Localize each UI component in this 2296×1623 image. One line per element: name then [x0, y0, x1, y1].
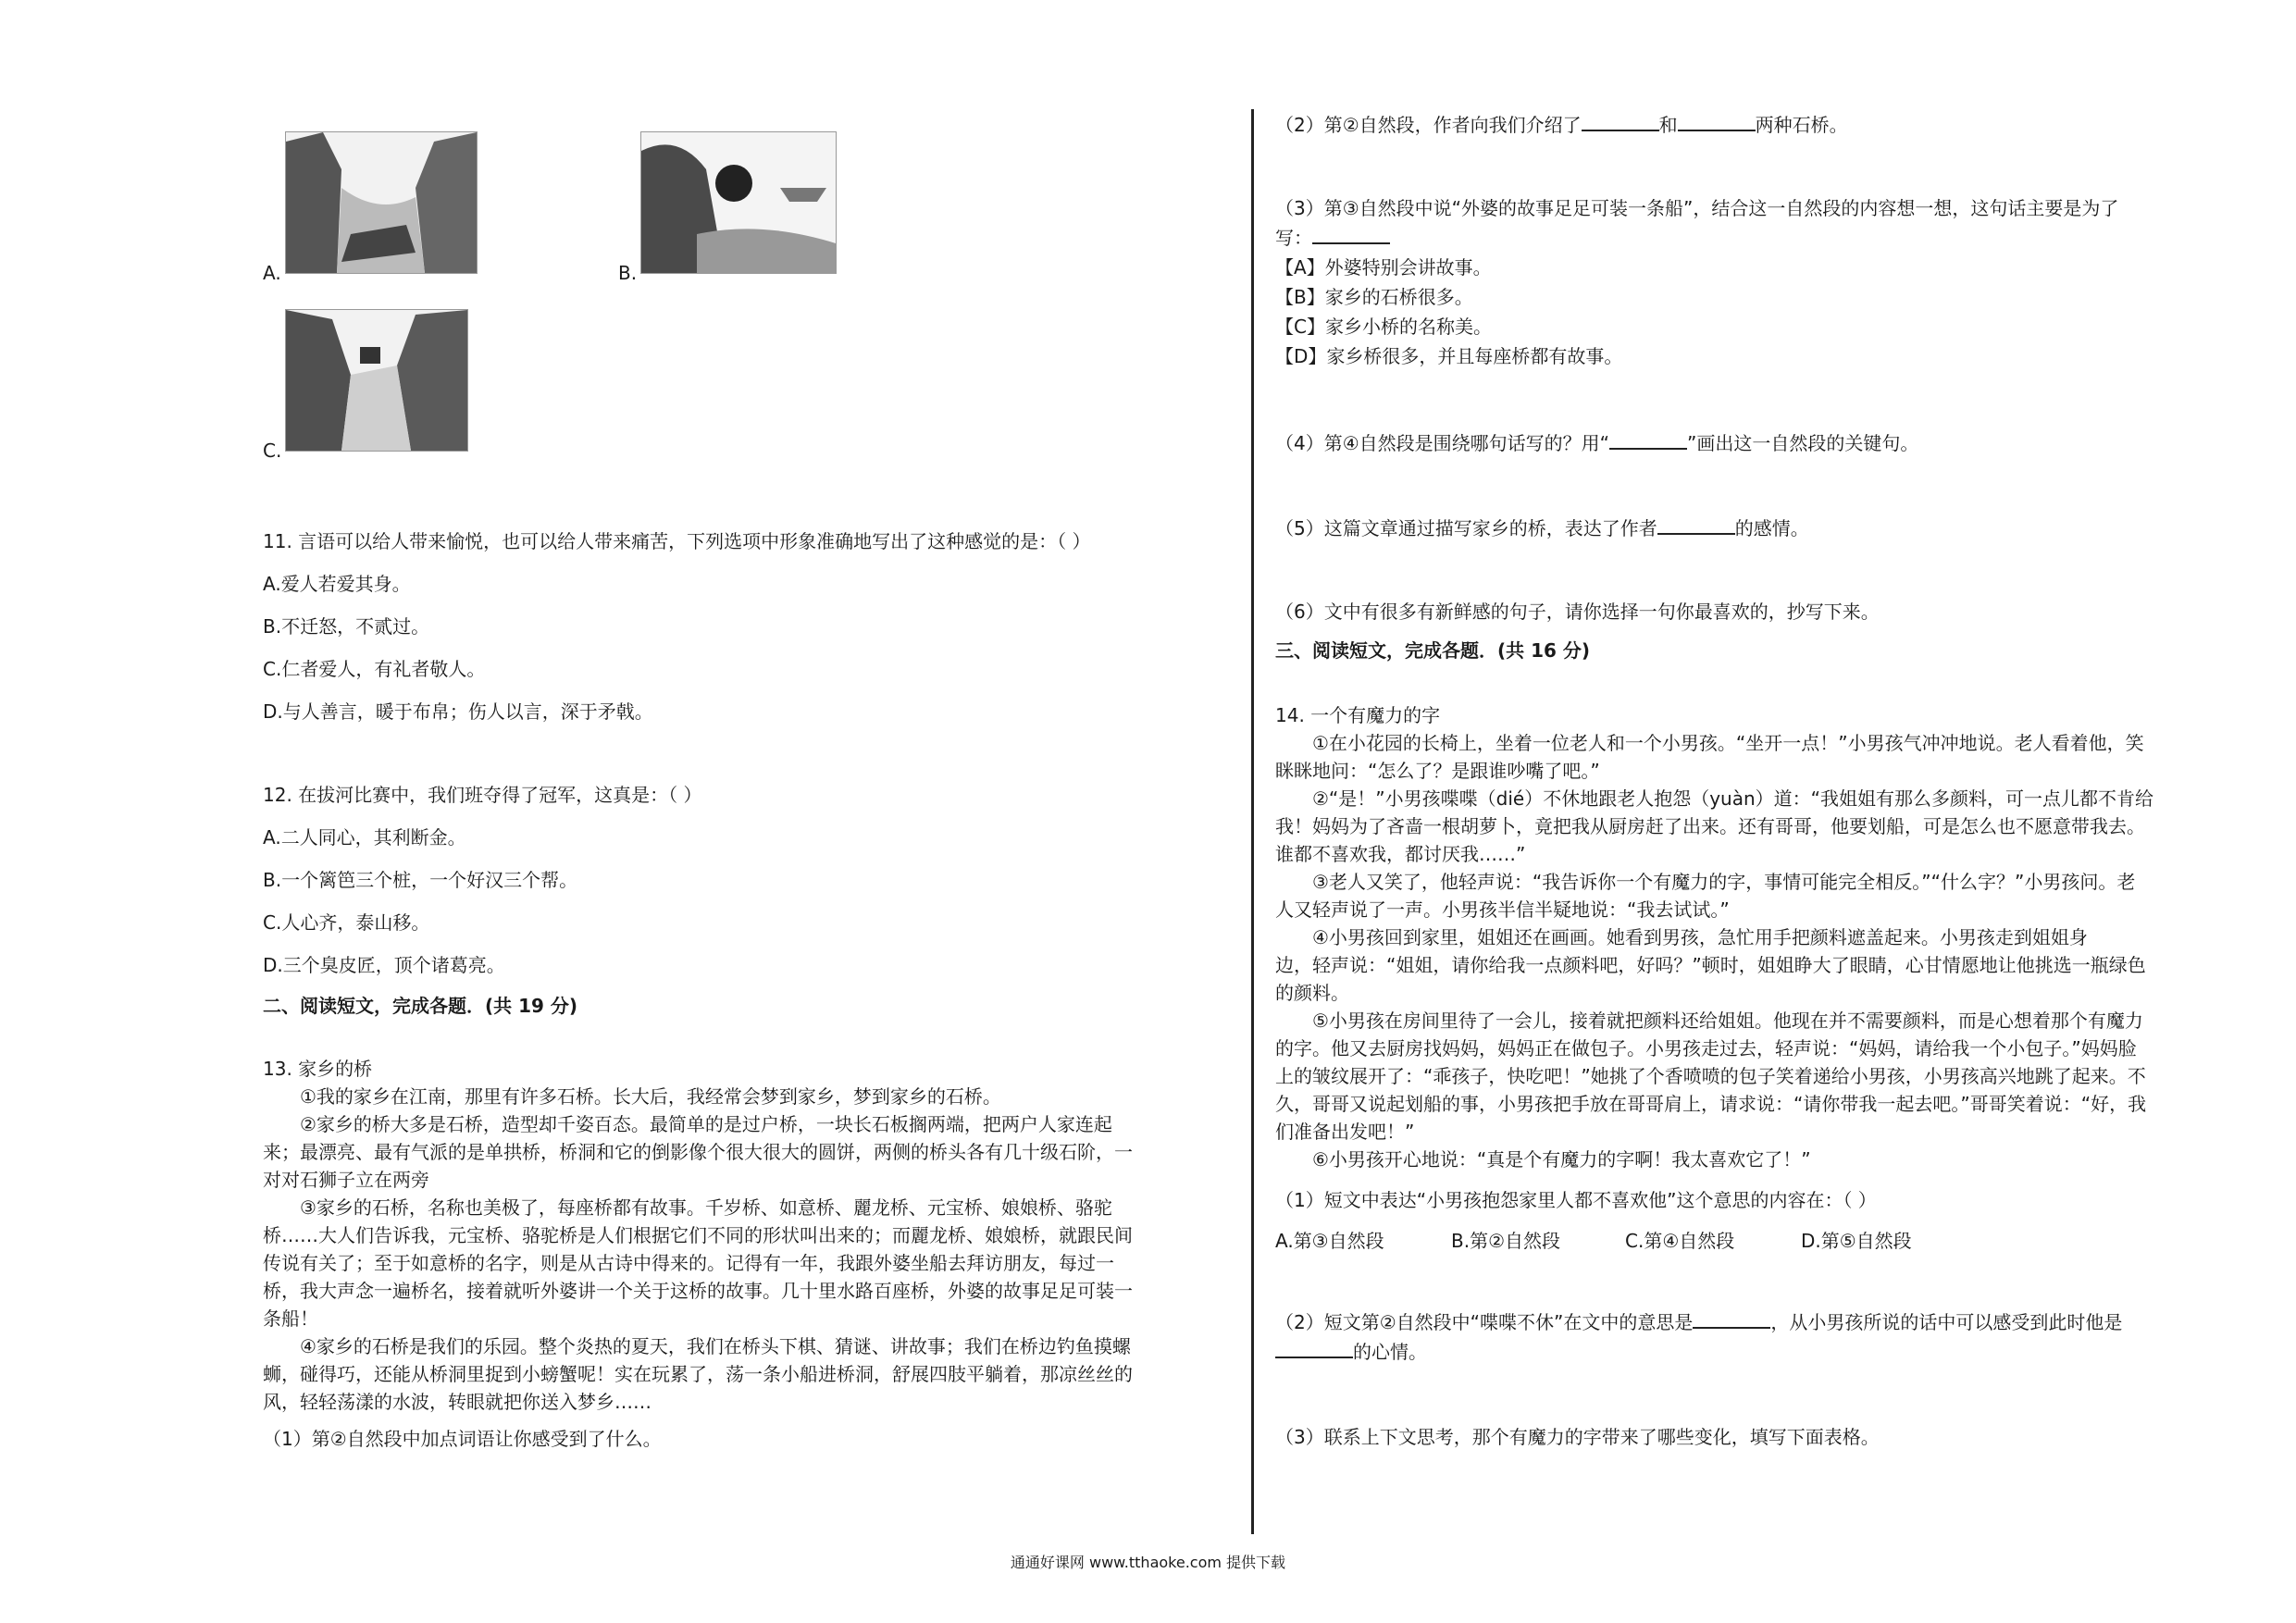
q14-sub2-line1	[1275, 1308, 2122, 1336]
passage14-s6: ⑥小男孩开心地说：“真是个有魔力的字啊！我太喜欢它了！”	[1312, 1148, 1811, 1171]
q12-option-c: C.人心齐，泰山移。	[263, 911, 430, 934]
q13-sub4-part2: ”画出这一自然段的关键句。	[1687, 432, 1919, 454]
q14-sub1-option-c: C.第④自然段	[1625, 1230, 1735, 1252]
q13-sub3-option-b: 【B】家乡的石桥很多。	[1275, 286, 1473, 308]
q14-sub2-part1: （2）短文第②自然段中“喋喋不休”在文中的意思是	[1275, 1311, 1694, 1333]
q13-sub4-part1: （4）第④自然段是围绕哪句话写的？用“	[1275, 432, 1610, 454]
q14-sub1-option-b: B.第②自然段	[1451, 1230, 1561, 1252]
q12-option-a: A.二人同心，其利断金。	[263, 826, 466, 849]
passage14-s5-line4: 久，哥哥又说起划船的事，小男孩把手放在哥哥肩上，请求说：“请你带我一起去吧。”哥哥笑着说：“好，我	[1275, 1093, 2147, 1115]
q13-sub3-option-d: 【D】家乡桥很多，并且每座桥都有故事。	[1275, 345, 1623, 367]
q14-title: 14. 一个有魔力的字	[1275, 704, 1441, 726]
option-c-image	[285, 309, 468, 452]
passage14-s4-line1: ④小男孩回到家里，姐姐还在画画。她看到男孩，急忙用手把颜料遮盖起来。小男孩走到姐姐身	[1312, 926, 2088, 948]
answer-blank[interactable]	[1693, 1308, 1770, 1329]
option-b-label: B.	[618, 262, 638, 284]
passage13-p4-line1: ④家乡的石桥是我们的乐园。整个炎热的夏天，我们在桥头下棋、猜谜、讲故事；我们在桥边钓鱼摸螺	[300, 1335, 1131, 1357]
page-footer: 通通好课网 www.tthaoke.com 提供下载	[1010, 1554, 1286, 1571]
passage13-p3-line5: 条船！	[263, 1307, 318, 1330]
q13-sub5-part2: 的感情。	[1734, 517, 1809, 539]
answer-blank[interactable]	[1275, 1338, 1353, 1358]
q13-sub2	[1275, 111, 1848, 139]
passage13-p2-line3: 对对石狮子立在两旁	[263, 1169, 429, 1191]
passage13-p2-line2: 来；最漂亮、最有气派的是单拱桥，桥洞和它的倒影像个很大很大的圆饼，两侧的桥头各有几十级石阶，一	[263, 1141, 1133, 1163]
passage13-p2-line1: ②家乡的桥大多是石桥，造型却千姿百态。最简单的是过户桥，一块长石板搁两端，把两户人家连起	[300, 1113, 1112, 1135]
passage13-p1: ①我的家乡在江南，那里有许多石桥。长大后，我经常会梦到家乡，梦到家乡的石桥。	[300, 1085, 1001, 1108]
passage13-p3-line2: 桥……大人们告诉我，元宝桥、骆驼桥是人们根据它们不同的形状叫出来的；而麗龙桥、娘娘桥，就跟民间	[263, 1224, 1133, 1246]
q14-sub1-option-a: A.第③自然段	[1275, 1230, 1384, 1252]
q14-sub3: （3）联系上下文思考，那个有魔力的字带来了哪些变化，填写下面表格。	[1275, 1426, 1880, 1448]
option-b-image	[640, 131, 837, 274]
q14-sub1: （1）短文中表达“小男孩抱怨家里人都不喜欢他”这个意思的内容在：（ ）	[1275, 1189, 1877, 1211]
q11-stem: 11. 言语可以给人带来愉悦，也可以给人带来痛苦，下列选项中形象准确地写出了这种感觉的是：（ ）	[263, 530, 1091, 552]
q12-option-d: D.三个臭皮匠，顶个诸葛亮。	[263, 954, 505, 976]
q13-sub3-option-c: 【C】家乡小桥的名称美。	[1275, 316, 1492, 338]
q13-sub5-part1: （5）这篇文章通过描写家乡的桥，表达了作者	[1275, 517, 1657, 539]
answer-blank[interactable]	[1678, 111, 1756, 131]
q13-title: 13. 家乡的桥	[263, 1058, 373, 1080]
passage14-s2-line3: 谁都不喜欢我，都讨厌我……”	[1275, 843, 1526, 865]
option-a-image	[285, 131, 478, 274]
q14-sub2-line2	[1275, 1338, 1427, 1366]
passage14-s2-line2: 我！妈妈为了吝啬一根胡萝卜，竟把我从厨房赶了出来。还有哥哥，他要划船，可是怎么也不愿意带我去。	[1275, 815, 2145, 837]
passage13-p3-line4: 桥，我大声念一遍桥名，接着就听外婆讲一个关于这桥的故事。几十里水路百座桥，外婆的故事足足可装一	[263, 1280, 1133, 1302]
option-c-label: C.	[263, 440, 282, 462]
column-divider	[1251, 109, 1254, 1534]
passage14-s2-line1: ②“是！”小男孩喋喋（dié）不休地跟老人抱怨（yuàn）道：“我姐姐有那么多颜料，可一点儿都不肯给	[1312, 787, 2154, 810]
passage13-p3-line3: 传说有关了；至于如意桥的名字，则是从古诗中得来的。记得有一年，我跟外婆坐船去拜访朋友，每过一	[263, 1252, 1114, 1274]
section2-header: 二、阅读短文，完成各题．(共 19 分)	[263, 995, 578, 1017]
passage14-s1-line2: 眯眯地问：“怎么了？是跟谁吵嘴了吧。”	[1275, 760, 1600, 782]
q14-sub2-part2: ，从小男孩所说的话中可以感受到此时他是	[1770, 1311, 2123, 1333]
section3-header: 三、阅读短文，完成各题．(共 16 分)	[1275, 639, 1591, 662]
answer-blank[interactable]	[1312, 224, 1390, 244]
answer-blank[interactable]	[1582, 111, 1659, 131]
answer-blank[interactable]	[1657, 514, 1735, 535]
q12-stem: 12. 在拔河比赛中，我们班夺得了冠军，这真是：（ ）	[263, 784, 702, 806]
q13-sub5	[1275, 514, 1809, 542]
q13-sub4	[1275, 429, 1918, 457]
q13-sub3-prompt: 写：	[1275, 227, 1312, 249]
passage14-s5-line3: 上的皱纹展开了：“乖孩子，快吃吧！”她挑了个香喷喷的包子笑着递给小男孩，小男孩高兴地跳了起来。不	[1275, 1065, 2146, 1087]
passage14-s4-line2: 边，轻声说：“姐姐，请你给我一点颜料吧，好吗？”顿时，姐姐睁大了眼睛，心甘情愿地让他挑选一瓶绿色	[1275, 954, 2146, 976]
q11-option-b: B.不迁怒，不贰过。	[263, 615, 430, 638]
q13-sub2-part1: （2）第②自然段，作者向我们介绍了	[1275, 114, 1582, 136]
q11-option-c: C.仁者爱人，有礼者敬人。	[263, 658, 486, 680]
passage14-s4-line3: 的颜料。	[1275, 982, 1349, 1004]
q14-sub2-part3: 的心情。	[1353, 1341, 1427, 1363]
q14-sub1-option-d: D.第⑤自然段	[1801, 1230, 1912, 1252]
q12-option-b: B.一个篱笆三个桩，一个好汉三个帮。	[263, 869, 578, 891]
q13-sub1: （1）第②自然段中加点词语让你感受到了什么。	[263, 1428, 662, 1450]
passage14-s5-line1: ⑤小男孩在房间里待了一会儿，接着就把颜料还给姐姐。他现在并不需要颜料，而是心想着那个有魔力	[1312, 1010, 2143, 1032]
q13-sub2-part2: 和	[1658, 114, 1678, 136]
passage14-s5-line5: 们准备出发吧！”	[1275, 1121, 1415, 1143]
passage14-s3-line1: ③老人又笑了，他轻声说：“我告诉你一个有魔力的字，事情可能完全相反。”“什么字？”小男孩问。老	[1312, 871, 2136, 893]
q13-sub3-option-a: 【A】外婆特别会讲故事。	[1275, 256, 1492, 279]
q11-option-d: D.与人善言，暖于布帛；伤人以言，深于矛戟。	[263, 700, 653, 723]
passage13-p4-line2: 蛳，碰得巧，还能从桥洞里捉到小螃蟹呢！实在玩累了，荡一条小船进桥洞，舒展四肢平躺着，那凉丝丝的	[263, 1363, 1133, 1385]
answer-blank[interactable]	[1609, 429, 1687, 450]
passage13-p4-line3: 风，轻轻荡漾的水波，转眼就把你送入梦乡……	[263, 1391, 652, 1413]
option-a-label: A.	[263, 262, 281, 284]
q13-sub3-line2	[1275, 224, 1390, 252]
passage14-s5-line2: 的字。他又去厨房找妈妈，妈妈正在做包子。小男孩走过去，轻声说：“妈妈，请给我一个小包子。”妈妈脸	[1275, 1037, 2137, 1059]
passage14-s1-line1: ①在小花园的长椅上，坐着一位老人和一个小男孩。“坐开一点！”小男孩气冲冲地说。老人看着他，笑	[1312, 732, 2144, 754]
q13-sub2-part3: 两种石桥。	[1755, 114, 1848, 136]
q13-sub3-line1: （3）第③自然段中说“外婆的故事足足可装一条船”，结合这一自然段的内容想一想，这句话主要是为了	[1275, 197, 2119, 219]
passage13-p3-line1: ③家乡的石桥，名称也美极了，每座桥都有故事。千岁桥、如意桥、麗龙桥、元宝桥、娘娘桥、骆驼	[300, 1196, 1112, 1219]
q11-option-a: A.爱人若爱其身。	[263, 573, 411, 595]
passage14-s3-line2: 人又轻声说了一声。小男孩半信半疑地说：“我去试试。”	[1275, 898, 1730, 921]
q13-sub6: （6）文中有很多有新鲜感的句子，请你选择一句你最喜欢的，抄写下来。	[1275, 601, 1880, 623]
